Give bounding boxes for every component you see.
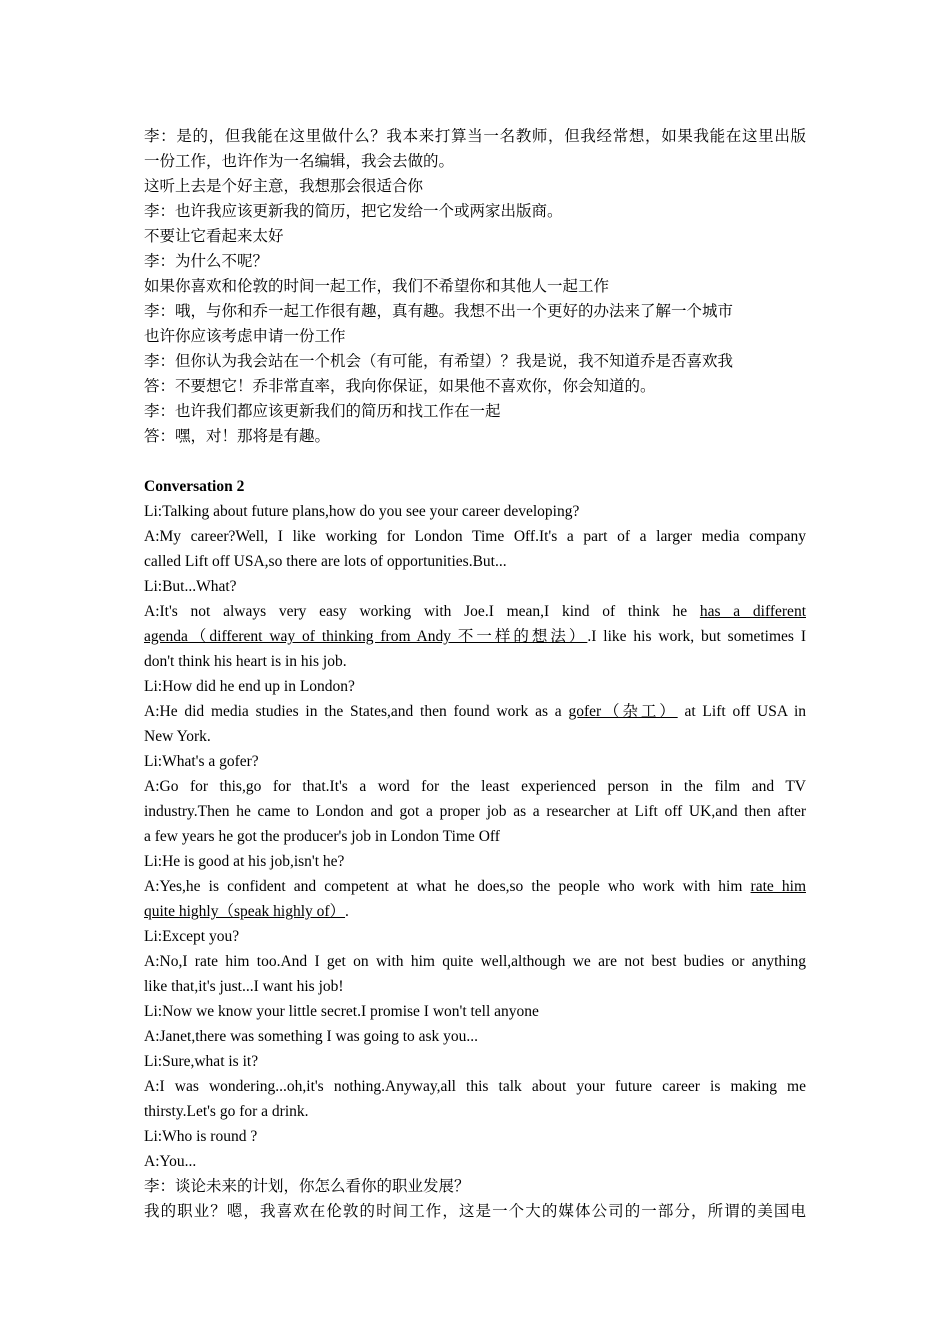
text-line: don't think his heart is in his job. xyxy=(144,653,347,670)
text-line: Li:Sure,what is it? xyxy=(144,1053,259,1070)
text-line: 也许你应该考虑申请一份工作 xyxy=(144,328,346,345)
text-line: called Lift off USA,so there are lots of opportunities.But... xyxy=(144,553,507,570)
text-line: 李：也许我们都应该更新我们的简历和找工作在一起 xyxy=(144,403,501,420)
text-line: 李：哦，与你和乔一起工作很有趣，真有趣。我想不出一个更好的办法来了解一个城市 xyxy=(144,303,734,320)
text-line xyxy=(144,624,806,649)
text-line: 我的职业？嗯，我喜欢在伦敦的时间工作，这是一个大的媒体公司的一部分，所谓的美国电 xyxy=(144,1203,806,1220)
text-line: 不要让它看起来太好 xyxy=(144,228,284,245)
line-text: A:He did media studies in the States,and then found work as a xyxy=(144,703,569,720)
line-text: A:Yes,he is confident and competent at what he does,so the people who work with him xyxy=(144,878,751,895)
text-line: Li:Talking about future plans,how do you see your career developing? xyxy=(144,503,580,520)
text-line: thirsty.Let's go for a drink. xyxy=(144,1103,309,1120)
underlined-phrase: rate him xyxy=(750,878,806,895)
text-line: Li:He is good at his job,isn't he? xyxy=(144,853,345,870)
text-line: Li:But...What? xyxy=(144,578,237,595)
text-line: A:You... xyxy=(144,1153,197,1170)
text-line: 李：谈论未来的计划，你怎么看你的职业发展？ xyxy=(144,1178,470,1195)
line-text: . xyxy=(345,903,349,920)
text-line xyxy=(144,899,806,924)
text-line: Li:How did he end up in London? xyxy=(144,678,355,695)
underlined-phrase: agenda（different way of thinking from Andy 不一样的想法） xyxy=(144,628,588,645)
text-line: New York. xyxy=(144,728,211,745)
line-text: .I like his work, but sometimes I xyxy=(587,628,806,645)
text-line: A:No,I rate him too.And I get on with him quite well,although we are not best budies or anything xyxy=(144,953,806,970)
text-line: industry.Then he came to London and got a proper job as a researcher at Lift off UK,and then after xyxy=(144,803,806,820)
text-line: 李：也许我应该更新我的简历，把它发给一个或两家出版商。 xyxy=(144,203,563,220)
text-line: 李：为什么不呢？ xyxy=(144,253,269,270)
text-line: like that,it's just...I want his job! xyxy=(144,978,344,995)
text-line xyxy=(144,699,806,724)
text-line: 李：但你认为我会站在一个机会（有可能，有希望）？我是说，我不知道乔是否喜欢我 xyxy=(144,353,734,370)
line-text: A:It's not always very easy working with Joe.I mean,I kind of think he xyxy=(144,603,700,620)
text-line: Li:Except you? xyxy=(144,928,240,945)
text-line: A:Go for this,go for that.It's a word for the least experienced person in the film and TV xyxy=(144,778,806,795)
line-text: at Lift off USA in xyxy=(677,703,806,720)
blank-line xyxy=(144,449,806,474)
text-line: 李：是的，但我能在这里做什么？我本来打算当一名教师，但我经常想，如果我能在这里出版 xyxy=(144,128,806,145)
section-heading: Conversation 2 xyxy=(144,478,245,495)
text-line: A:I was wondering...oh,it's nothing.Anyway,all this talk about your future career is making me xyxy=(144,1078,806,1095)
text-line: a few years he got the producer's job in London Time Off xyxy=(144,828,500,845)
text-line: Li:What's a gofer? xyxy=(144,753,259,770)
text-line: A:My career?Well, I like working for London Time Off.It's a part of a larger media company xyxy=(144,528,806,545)
text-line xyxy=(144,874,806,899)
text-line: 答：嘿，对！那将是有趣。 xyxy=(144,428,331,445)
text-line: 答：不要想它！乔非常直率，我向你保证，如果他不喜欢你，你会知道的。 xyxy=(144,378,656,395)
text-line: 一份工作，也许作为一名编辑，我会去做的。 xyxy=(144,153,455,170)
underlined-phrase: gofer（杂工） xyxy=(568,703,678,720)
text-line: Li:Who is round ? xyxy=(144,1128,258,1145)
text-line: 如果你喜欢和伦敦的时间一起工作，我们不希望你和其他人一起工作 xyxy=(144,278,610,295)
underlined-phrase: quite highly（speak highly of） xyxy=(144,903,346,920)
document-page xyxy=(144,124,806,1224)
text-line xyxy=(144,599,806,624)
text-line: 这听上去是个好主意，我想那会很适合你 xyxy=(144,178,424,195)
underlined-phrase: has a different xyxy=(699,603,806,620)
text-line: A:Janet,there was something I was going to ask you... xyxy=(144,1028,479,1045)
text-line: Li:Now we know your little secret.I promise I won't tell anyone xyxy=(144,1003,539,1020)
